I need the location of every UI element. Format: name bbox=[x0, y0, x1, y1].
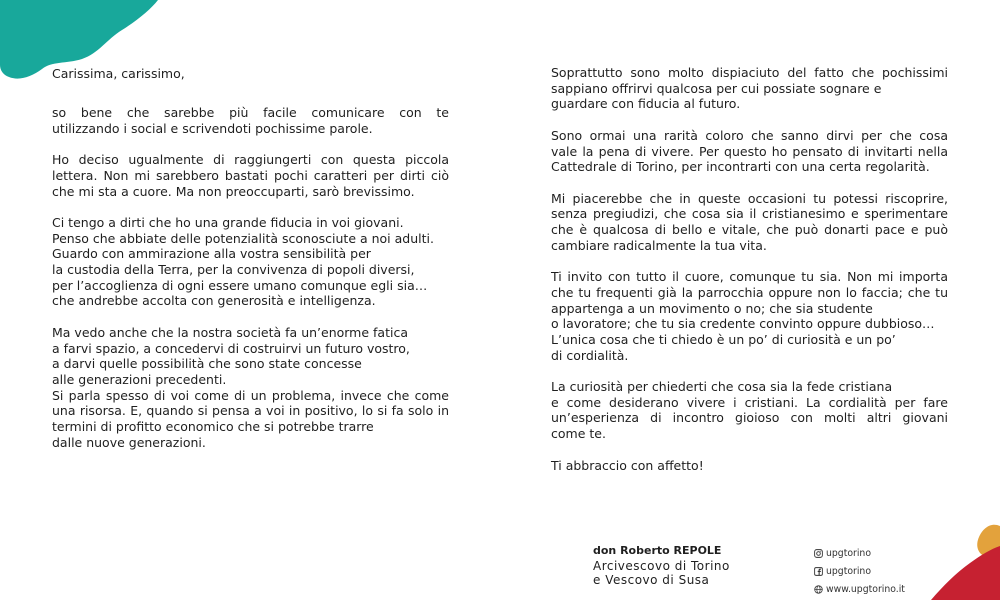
letter-line: come te. bbox=[551, 426, 606, 442]
letter-paragraph bbox=[551, 191, 948, 254]
letter-line: utilizzando i social e scrivendoti pochissime parole. bbox=[52, 120, 373, 136]
letter-line: e come desiderano vivere i cristiani. La cordialità per fare bbox=[551, 394, 948, 410]
letter-line: appartenga a un movimento o no; che sia studente bbox=[551, 300, 873, 316]
crimson-blob-decoration bbox=[931, 546, 1000, 600]
letter-line: Ti abbraccio con affetto! bbox=[551, 457, 704, 473]
letter-closing bbox=[551, 458, 948, 474]
letter-line: Sono ormai una rarità coloro che sanno dirvi per che cosa bbox=[551, 127, 948, 143]
letter-paragraph bbox=[52, 152, 449, 199]
letter-line: a farvi spazio, a concedervi di costruirvi un futuro vostro, bbox=[52, 340, 410, 356]
letter-greeting: Carissima, carissimo, bbox=[52, 66, 185, 81]
letter-paragraph bbox=[551, 269, 948, 363]
letter-line: sappiano offrirvi qualcosa per cui possiate sognare e bbox=[551, 80, 882, 96]
signature-title-line: Arcivescovo di Torino bbox=[593, 558, 730, 573]
letter-line: L’unica cosa che ti chiedo è un po’ di curiosità e un po’ bbox=[551, 331, 896, 347]
letter-line: che andrebbe accolta con generosità e intelligenza. bbox=[52, 293, 376, 309]
signature-name: don Roberto REPOLE bbox=[593, 544, 722, 557]
letter-line: che è qualcosa di bello e vitale, che può donarti pace e può bbox=[551, 222, 948, 237]
letter-paragraph bbox=[551, 65, 948, 112]
letter-line: Ti invito con tutto il cuore, comunque tu sia. Non mi importa bbox=[551, 269, 948, 285]
social-facebook bbox=[814, 562, 905, 580]
letter-line: dalle nuove generazioni. bbox=[52, 434, 206, 450]
letter-paragraph bbox=[52, 105, 449, 136]
letter-paragraph bbox=[52, 325, 449, 451]
letter-line: la custodia della Terra, per la convivenza di popoli diversi, bbox=[52, 262, 415, 277]
letter-line: Si parla spesso di voi come di un problema, invece che come bbox=[52, 387, 449, 403]
letter-line: o lavoratore; che tu sia credente convinto oppure dubbioso… bbox=[551, 316, 935, 332]
letter-line: Ci tengo a dirti che ho una grande fiducia in voi giovani. bbox=[52, 214, 404, 230]
letter-line: un’esperienza di incontro gioioso con molti altri giovani bbox=[551, 410, 948, 426]
letter-right-column bbox=[551, 65, 948, 489]
signature-title-line: e Vescovo di Susa bbox=[593, 573, 710, 587]
letter-line: guardare con fiducia al futuro. bbox=[551, 96, 741, 112]
letter-paragraph bbox=[551, 379, 948, 442]
letter-line: cambiare radicalmente la tua vita. bbox=[551, 237, 767, 253]
letter-line: so bene che sarebbe più facile comunicare con te bbox=[52, 105, 449, 120]
social-website bbox=[814, 580, 905, 598]
letter-line: che mi sta a cuore. Ma non preoccuparti, sarò brevissimo. bbox=[52, 183, 415, 199]
letter-line: lettera. Non mi sarebbero bastati pochi caratteri per dirti ciò bbox=[52, 167, 449, 183]
letter-line: vale la pena di vivere. Per questo ho pensato di invitarti nella bbox=[551, 143, 948, 159]
letter-line: Ma vedo anche che la nostra società fa un’enorme fatica bbox=[52, 324, 408, 340]
instagram-icon bbox=[814, 549, 823, 558]
social-label: upgtorino bbox=[826, 547, 872, 559]
globe-icon bbox=[814, 585, 823, 594]
letter-paragraph bbox=[551, 128, 948, 175]
letter-line: per l’accoglienza di ogni essere umano comunque egli sia… bbox=[52, 277, 428, 293]
letter-line: alle generazioni precedenti. bbox=[52, 371, 227, 387]
signature-block bbox=[593, 544, 730, 588]
letter-line: Ho deciso ugualmente di raggiungerti con questa piccola bbox=[52, 152, 449, 168]
letter-line: di cordialità. bbox=[551, 347, 629, 363]
social-instagram bbox=[814, 544, 905, 562]
letter-line: che tu frequenti già la parrocchia oppure non lo faccia; che tu bbox=[551, 284, 948, 300]
facebook-icon bbox=[814, 567, 823, 576]
social-contacts bbox=[814, 544, 905, 598]
social-label: www.upgtorino.it bbox=[826, 583, 905, 595]
letter-line: una risorsa. E, quando si pensa a voi in positivo, lo si fa solo in bbox=[52, 403, 449, 419]
letter-line: Soprattutto sono molto dispiaciuto del fatto che pochissimi bbox=[551, 65, 948, 80]
letter-line: Guardo con ammirazione alla vostra sensibilità per bbox=[52, 246, 371, 262]
letter-line: Penso che abbiate delle potenzialità sconosciute a noi adulti. bbox=[52, 230, 434, 246]
letter-line: La curiosità per chiederti che cosa sia la fede cristiana bbox=[551, 379, 893, 394]
letter-paragraph bbox=[52, 215, 449, 309]
letter-left-column bbox=[52, 66, 449, 466]
letter-line: senza pregiudizi, che cosa sia il cristianesimo e sperimentare bbox=[551, 206, 948, 222]
letter-line: Mi piacerebbe che in queste occasioni tu potessi riscoprire, bbox=[551, 190, 948, 206]
letter-line: termini di profitto economico che si potrebbe trarre bbox=[52, 419, 374, 435]
social-label: upgtorino bbox=[826, 565, 872, 577]
letter-line: a darvi quelle possibilità che sono state concesse bbox=[52, 356, 362, 372]
letter-line: Cattedrale di Torino, per incontrarti con una certa regolarità. bbox=[551, 159, 930, 175]
